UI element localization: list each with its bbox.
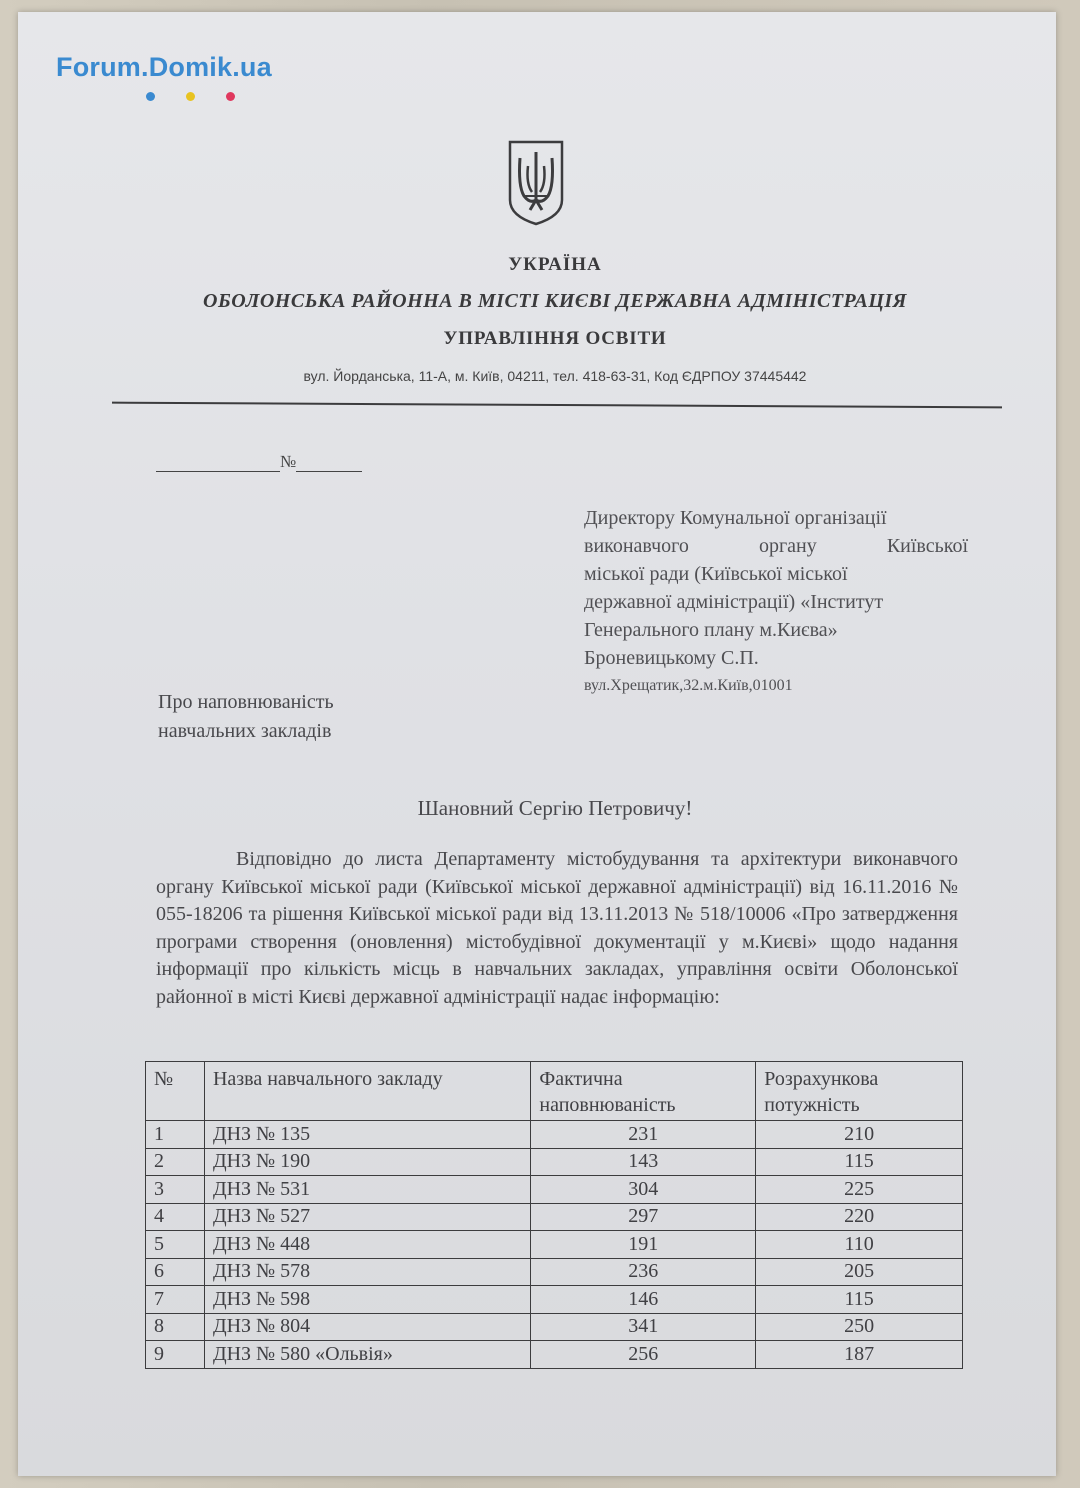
actual-occupancy: 256	[531, 1341, 756, 1369]
design-capacity: 115	[756, 1148, 963, 1176]
actual-occupancy: 304	[531, 1176, 756, 1204]
table-row	[146, 1258, 963, 1286]
addressee-line: Директору Комунальної організації	[584, 507, 887, 529]
body-text: Відповідно до листа Департаменту містобудування та архітектури виконавчого органу Київської міської ради (Київської міської державної адміністрації) від 16.11.2016 № 055-18206 та рішення Київської міської ради від 13.11.2013 № 518/10006 «Про затвердження програми створення (оновлення) містобудівної документації у м.Києві» щодо надання інформації про кількість місць в навчальних закладах, управління освіти Оболонської районної в місті Києві державної адміністрації надає інформацію:	[156, 848, 958, 1008]
table-row	[146, 1121, 963, 1149]
row-number: 9	[146, 1341, 205, 1369]
institutions-table	[145, 1061, 963, 1369]
watermark-dot	[186, 92, 195, 101]
institution-name: ДНЗ № 804	[204, 1313, 530, 1341]
design-capacity: 220	[756, 1203, 963, 1231]
header-cell-name: Назва навчального закладу	[204, 1062, 530, 1121]
addressee-block	[584, 504, 968, 700]
table-row	[146, 1148, 963, 1176]
header-country: УКРАЇНА	[508, 254, 602, 275]
institution-name: ДНЗ № 578	[204, 1258, 530, 1286]
table-row	[146, 1231, 963, 1259]
design-capacity: 250	[756, 1313, 963, 1341]
watermark-dots	[146, 88, 266, 98]
greeting: Шановний Сергію Петровичу!	[417, 796, 693, 820]
design-capacity: 187	[756, 1341, 963, 1369]
row-number: 3	[146, 1176, 205, 1204]
design-capacity: 110	[756, 1231, 963, 1259]
row-number: 7	[146, 1286, 205, 1314]
actual-occupancy: 231	[531, 1121, 756, 1149]
institution-name: ДНЗ № 580 «Ольвія»	[204, 1341, 530, 1369]
institution-name: ДНЗ № 448	[204, 1231, 530, 1259]
header-cell-number: №	[146, 1062, 205, 1121]
number-sign: №	[280, 452, 297, 471]
design-capacity: 205	[756, 1258, 963, 1286]
actual-occupancy: 297	[531, 1203, 756, 1231]
row-number: 5	[146, 1231, 205, 1259]
table-row	[146, 1313, 963, 1341]
addressee-address: вул.Хрещатик,32.м.Київ,01001	[584, 677, 793, 694]
design-capacity: 225	[756, 1176, 963, 1204]
body-paragraph	[156, 846, 958, 1011]
addressee-line: міської ради (Київської міської	[584, 563, 848, 585]
header-cell-actual: Фактична наповнюваність	[531, 1062, 756, 1121]
row-number: 2	[146, 1148, 205, 1176]
institution-name: ДНЗ № 527	[204, 1203, 530, 1231]
header-cell-capacity: Розрахункова потужність	[756, 1062, 963, 1121]
institution-name: ДНЗ № 190	[204, 1148, 530, 1176]
actual-occupancy: 143	[531, 1148, 756, 1176]
date-blank	[156, 455, 280, 472]
actual-occupancy: 341	[531, 1313, 756, 1341]
subject-line: Про наповнюваність	[158, 691, 334, 713]
row-number: 8	[146, 1313, 205, 1341]
watermark-dot	[146, 92, 155, 101]
addressee-name: Броневицькому С.П.	[584, 647, 759, 669]
design-capacity: 115	[756, 1286, 963, 1314]
row-number: 6	[146, 1258, 205, 1286]
row-number: 4	[146, 1203, 205, 1231]
design-capacity: 210	[756, 1121, 963, 1149]
table-row	[146, 1286, 963, 1314]
header-administration: ОБОЛОНСЬКА РАЙОННА В МІСТІ КИЄВІ ДЕРЖАВНА АДМІНІСТРАЦІЯ	[203, 290, 907, 312]
table-row	[146, 1176, 963, 1204]
watermark-logo[interactable]: Forum.Domik.ua	[56, 52, 272, 82]
actual-occupancy: 146	[531, 1286, 756, 1314]
actual-occupancy: 236	[531, 1258, 756, 1286]
institution-name: ДНЗ № 531	[204, 1176, 530, 1204]
table-header-row	[146, 1062, 963, 1121]
institution-name: ДНЗ № 598	[204, 1286, 530, 1314]
table-row	[146, 1203, 963, 1231]
trident-coat-of-arms-icon	[506, 138, 566, 226]
addressee-line: виконавчого органу Київської	[584, 535, 968, 557]
addressee-line: державної адміністрації) «Інститут	[584, 591, 884, 613]
registration-line	[156, 452, 362, 472]
header-address: вул. Йорданська, 11-А, м. Київ, 04211, тел. 418-63-31, Код ЄДРПОУ 37445442	[303, 368, 807, 384]
number-blank	[296, 455, 362, 472]
actual-occupancy: 191	[531, 1231, 756, 1259]
header-department: УПРАВЛІННЯ ОСВІТИ	[443, 328, 667, 349]
row-number: 1	[146, 1121, 205, 1149]
table-row	[146, 1341, 963, 1369]
addressee-line: Генерального плану м.Києва»	[584, 619, 838, 641]
institution-name: ДНЗ № 135	[204, 1121, 530, 1149]
watermark-dot	[226, 92, 235, 101]
subject-line: навчальних закладів	[158, 720, 332, 742]
subject-block	[158, 688, 334, 746]
